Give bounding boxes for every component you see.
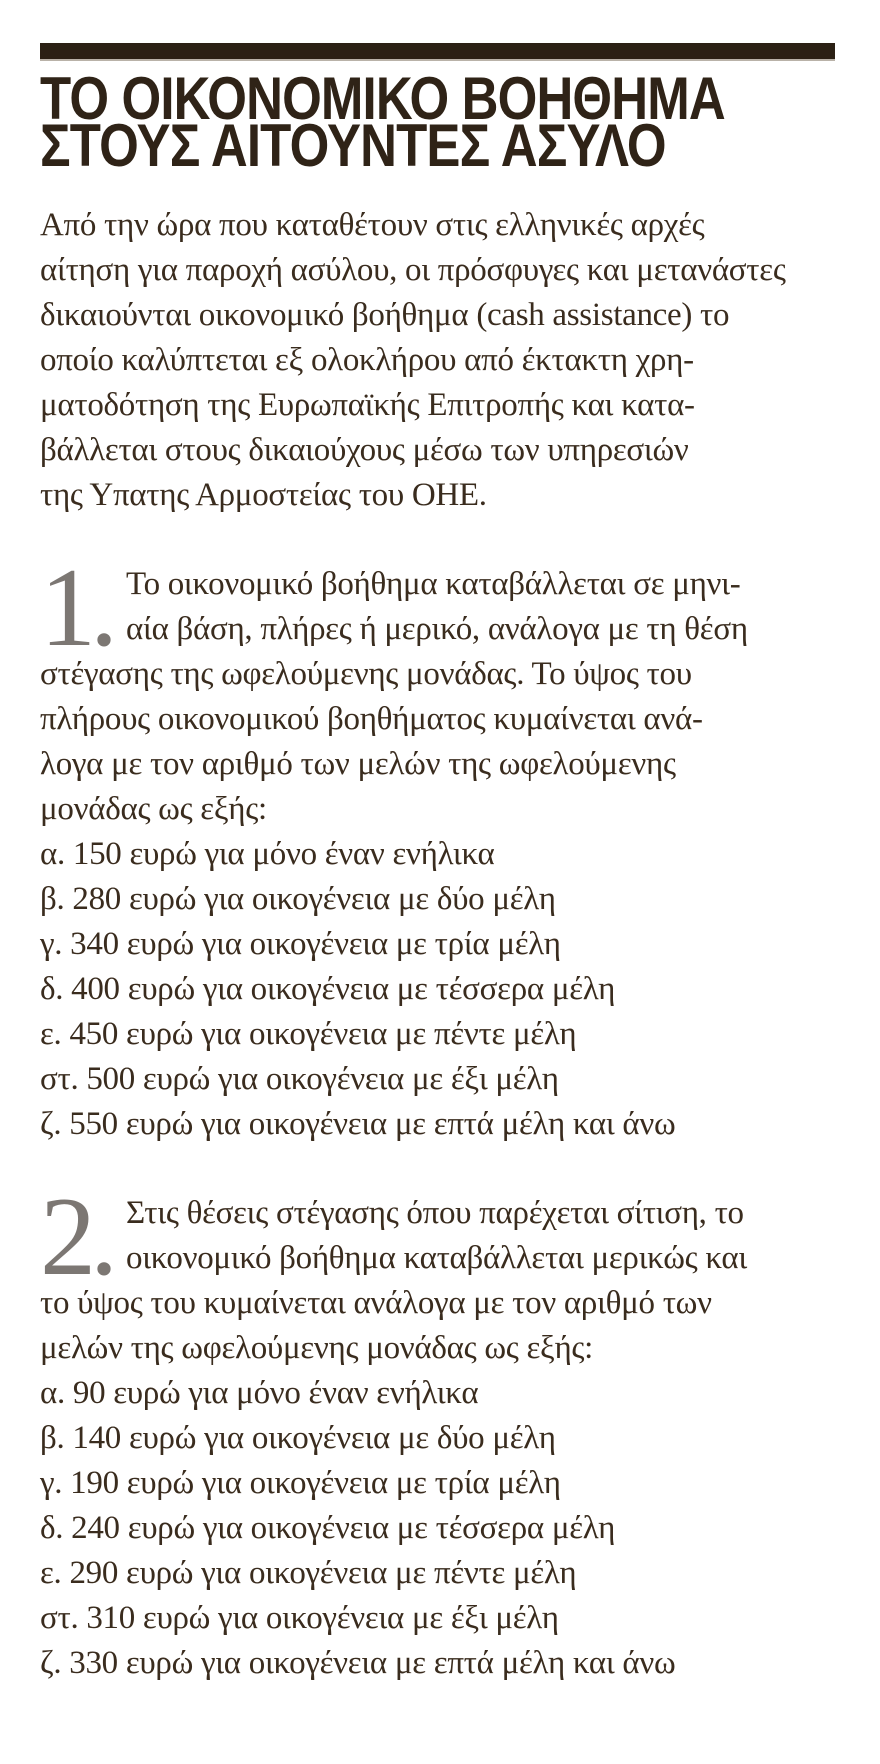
top-rule (40, 43, 835, 61)
text-line: Στις θέσεις στέγασης όπου παρέχεται σίτιση, το (126, 1195, 744, 1231)
section-1-number: 1. (40, 546, 112, 670)
page-title-line-2: ΣΤΟΥΣ ΑΙΤΟΥΝΤΕΣ ΑΣΥΛΟ (40, 112, 666, 179)
page-title (40, 65, 839, 179)
list-item: ε. 450 ευρώ για οικογένεια με πέντε μέλη (40, 1016, 577, 1052)
list-item: ε. 290 ευρώ για οικογένεια με πέντε μέλη (40, 1555, 577, 1591)
text-line: λογα με τον αριθμό των μελών της ωφελούμενης (40, 746, 676, 782)
intro-line: της Υπατης Αρμοστείας του ΟΗΕ. (40, 477, 487, 513)
text-line: οικονομικό βοήθημα καταβάλλεται μερικώς και (126, 1240, 747, 1276)
text-line: μελών της ωφελούμενης μονάδας ως εξής: (40, 1330, 594, 1366)
text-line: στέγασης της ωφελούμενης μονάδας. Το ύψος του (40, 656, 692, 692)
page-title-line-1: ΤΟ ΟΙΚΟΝΟΜΙΚΟ ΒΟΗΘΗΜΑ (40, 65, 725, 132)
text-line: πλήρους οικονομικού βοηθήματος κυμαίνεται ανά- (40, 701, 703, 737)
list-item: δ. 240 ευρώ για οικογένεια με τέσσερα μέλη (40, 1510, 616, 1546)
intro-line: βάλλεται στους δικαιούχους μέσω των υπηρεσιών (40, 432, 689, 468)
text-line: αία βάση, πλήρες ή μερικό, ανάλογα με τη θέση (126, 611, 748, 647)
text-line: μονάδας ως εξής: (40, 791, 267, 827)
intro-line: οποίο καλύπτεται εξ ολοκλήρου από έκτακτη χρη- (40, 342, 694, 378)
intro-paragraph (40, 203, 850, 518)
list-item: στ. 500 ευρώ για οικογένεια με έξι μέλη (40, 1061, 559, 1097)
section-2 (40, 1175, 850, 1686)
section-2-number: 2. (40, 1175, 112, 1299)
section-1-head-lines (126, 562, 850, 652)
list-item: β. 280 ευρώ για οικογένεια με δύο μέλη (40, 881, 556, 917)
list-item: α. 150 ευρώ για μόνο έναν ενήλικα (40, 836, 495, 872)
list-item: γ. 340 ευρώ για οικογένεια με τρία μέλη (40, 926, 561, 962)
list-item: δ. 400 ευρώ για οικογένεια με τέσσερα μέλη (40, 971, 616, 1007)
section-1-head (40, 546, 850, 670)
list-item: ζ. 550 ευρώ για οικογένεια με επτά μέλη και άνω (40, 1106, 676, 1142)
text-line: το ύψος του κυμαίνεται ανάλογα με τον αριθμό των (40, 1285, 712, 1321)
section-1 (40, 546, 850, 1147)
list-item: γ. 190 ευρώ για οικογένεια με τρία μέλη (40, 1465, 561, 1501)
intro-line: αίτηση για παροχή ασύλου, οι πρόσφυγες και μετανάστες (40, 252, 786, 288)
intro-line: δικαιούνται οικονομικό βοήθημα (cash assistance) το (40, 297, 730, 333)
list-item: στ. 310 ευρώ για οικογένεια με έξι μέλη (40, 1600, 559, 1636)
intro-line: ματοδότηση της Ευρωπαϊκής Επιτροπής και κατα- (40, 387, 695, 423)
list-item: β. 140 ευρώ για οικογένεια με δύο μέλη (40, 1420, 556, 1456)
text-line: Το οικονομικό βοήθημα καταβάλλεται σε μηνι- (126, 566, 741, 602)
section-2-head (40, 1175, 850, 1299)
list-item: α. 90 ευρώ για μόνο έναν ενήλικα (40, 1375, 479, 1411)
section-2-head-lines (126, 1191, 850, 1281)
list-item: ζ. 330 ευρώ για οικογένεια με επτά μέλη και άνω (40, 1645, 676, 1681)
intro-line: Από την ώρα που καταθέτουν στις ελληνικές αρχές (40, 207, 705, 243)
